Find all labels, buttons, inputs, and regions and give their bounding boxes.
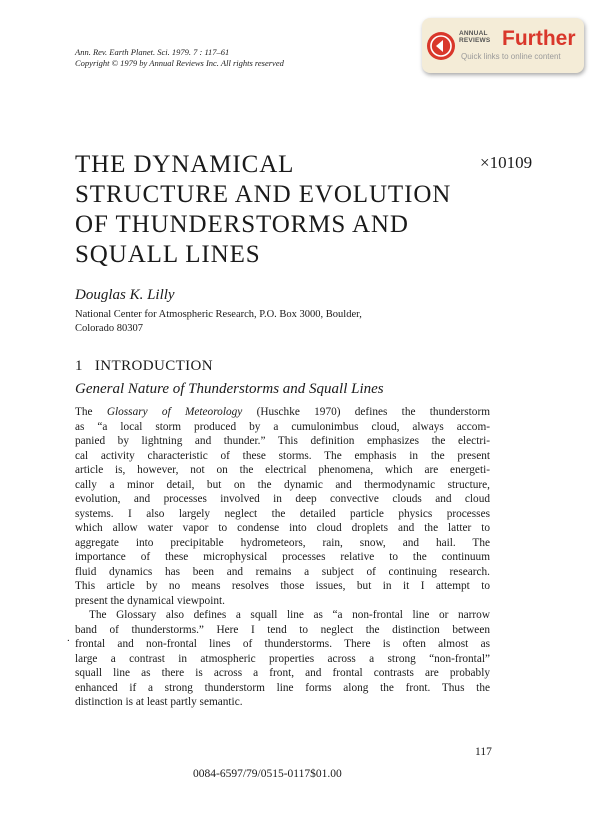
section-title: INTRODUCTION bbox=[94, 358, 214, 374]
book-title-italic: Glossary of Meteorology bbox=[106, 406, 243, 418]
article-title bbox=[75, 150, 451, 270]
body-line: fluid dynamics has been and remains a subject of continuing research. bbox=[75, 565, 490, 578]
affiliation-line: National Center for Atmospheric Research, P.O. Box 3000, Boulder, bbox=[75, 309, 362, 320]
further-banner[interactable] bbox=[422, 18, 584, 73]
body-line: cally a minor detail, but on the dynamic and thermodynamic structure, bbox=[75, 478, 490, 491]
affiliation-line: Colorado 80307 bbox=[75, 323, 143, 334]
body-line: article is, however, not on the electrical phenomena, which are energeti- bbox=[75, 464, 490, 476]
journal-citation: Ann. Rev. Earth Planet. Sci. 1979. 7 : 117–61 bbox=[75, 47, 230, 57]
page-number: 117 bbox=[475, 746, 492, 758]
play-arrow-icon bbox=[427, 32, 455, 60]
body-line: present the dynamical viewpoint. bbox=[75, 594, 225, 607]
price-code-footer: 0084-6597/79/0515-0117$01.00 bbox=[193, 768, 342, 780]
body-text bbox=[75, 405, 490, 710]
body-line: aggregate into precipitable hydrometeors, rain, snow, and hail. The bbox=[75, 536, 490, 549]
title-line: SQUALL LINES bbox=[75, 241, 261, 268]
body-line: which allow water vapor to condense into cloud droplets and the latter to bbox=[75, 522, 490, 534]
logo-annual: ANNUAL bbox=[459, 30, 488, 37]
stray-mark: . bbox=[67, 632, 70, 644]
section-number: 1 bbox=[75, 358, 83, 374]
body-line: enhanced if a strong thunderstorm line forms along the front. Thus the bbox=[75, 681, 490, 694]
body-line: as “a local storm produced by a cumulonimbus cloud, always accom- bbox=[75, 420, 490, 433]
title-line: STRUCTURE AND EVOLUTION bbox=[75, 181, 452, 208]
subsection-heading: General Nature of Thunderstorms and Squall Lines bbox=[75, 381, 384, 397]
body-line: large a contrast in atmospheric properties across a strong “non-frontal” bbox=[75, 652, 490, 665]
quick-links-label: Quick links to online content bbox=[461, 52, 561, 61]
body-line: panied by lightning and thunder.” This definition emphasizes the electri- bbox=[75, 435, 490, 447]
body-line: This article by no means resolves those issues, but in it I attempt to bbox=[75, 580, 490, 592]
title-line: OF THUNDERSTORMS AND bbox=[75, 211, 409, 238]
logo-reviews: REVIEWS bbox=[459, 37, 491, 44]
body-line: systems. I also largely neglect the detailed particle physics processes bbox=[75, 507, 490, 520]
body-line: importance of these microphysical processes relative to the continuum bbox=[75, 551, 490, 563]
body-line: cal activity characteristic of these storms. The emphasis in the present bbox=[75, 449, 490, 462]
body-line: The Glossary of Meteorology (Huschke 1970) defines the thunderstorm bbox=[75, 406, 490, 418]
copyright-notice: Copyright © 1979 by Annual Reviews Inc. All rights reserved bbox=[75, 58, 284, 68]
title-line: THE DYNAMICAL bbox=[75, 151, 295, 178]
body-line: evolution, and processes involved in deep convective clouds and cloud bbox=[75, 493, 490, 505]
section-heading bbox=[75, 358, 213, 375]
annual-reviews-logo bbox=[459, 30, 490, 44]
further-label: Further bbox=[502, 27, 576, 50]
journal-header bbox=[75, 47, 284, 69]
author-name: Douglas K. Lilly bbox=[75, 287, 175, 303]
body-line: squall line as there is across a front, and frontal contrasts are probably bbox=[75, 667, 490, 679]
body-line: band of thunderstorms.” Here I tend to neglect the distinction between bbox=[75, 623, 490, 636]
author-affiliation bbox=[75, 308, 362, 336]
body-line: The Glossary also defines a squall line as “a non-frontal line or narrow bbox=[89, 609, 490, 621]
body-line: distinction is at least partly semantic. bbox=[75, 696, 243, 708]
article-code: ×10109 bbox=[480, 153, 533, 172]
body-line: frontal and non-frontal lines of thunderstorms. There is often almost as bbox=[75, 638, 490, 650]
